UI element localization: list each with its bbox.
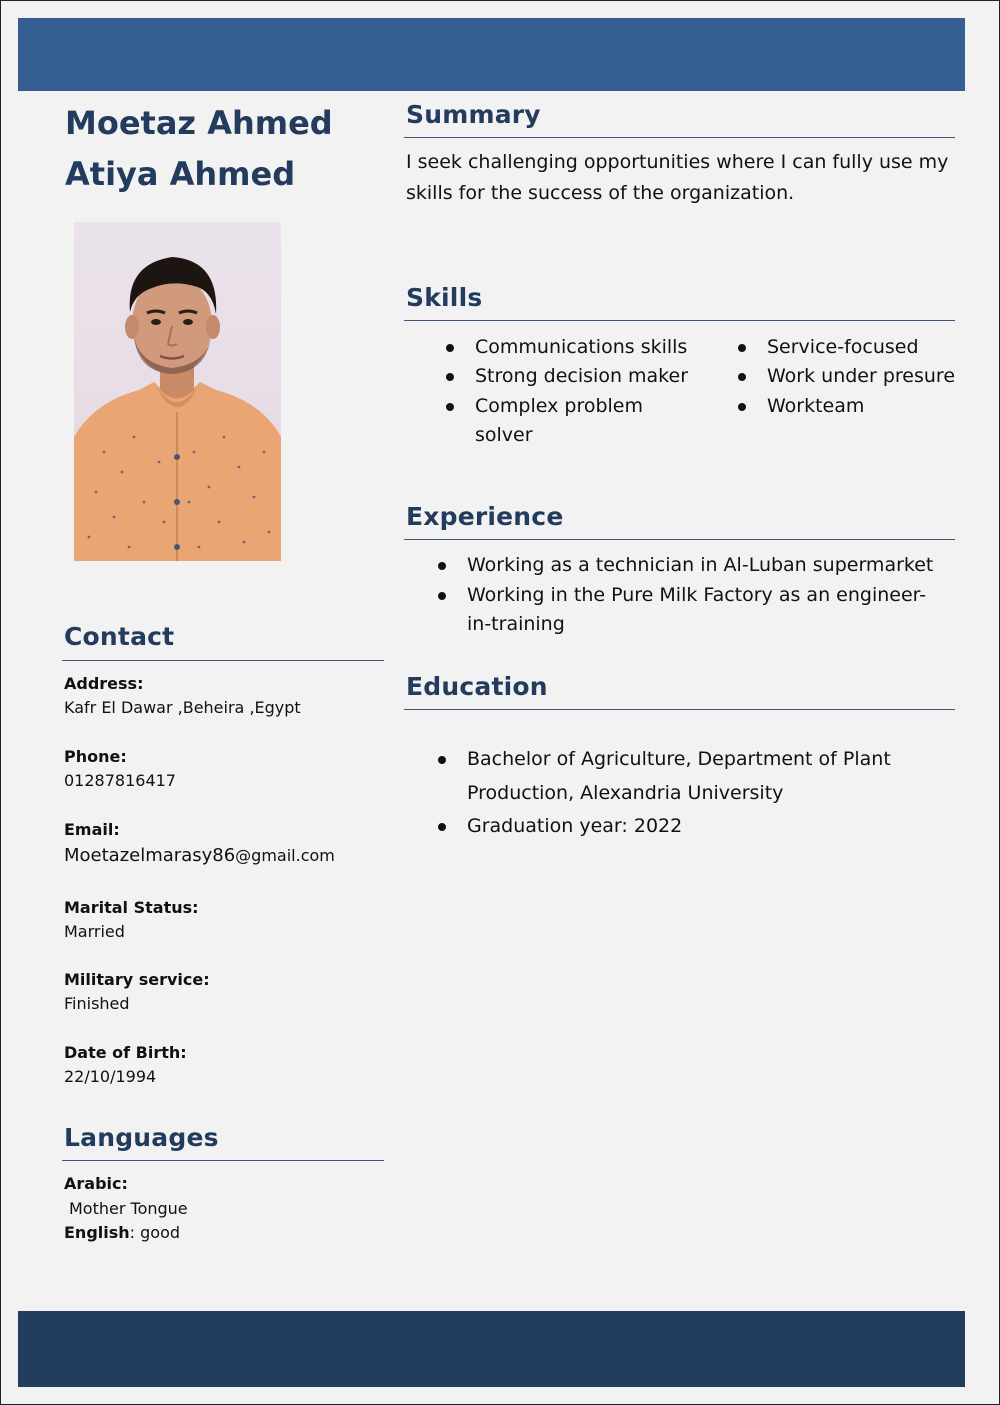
experience-item: Working in the Pure Milk Factory as an engineer-in-training — [436, 581, 946, 640]
summary-divider — [404, 137, 955, 138]
language-arabic-level: Mother Tongue — [69, 1199, 188, 1218]
contact-military — [64, 968, 210, 1016]
military-label: Military service: — [64, 970, 210, 989]
languages-title: Languages — [64, 1123, 219, 1152]
dob-value: 22/10/1994 — [64, 1067, 157, 1086]
contact-address — [64, 672, 301, 720]
marital-value: Married — [64, 922, 125, 941]
contact-dob — [64, 1041, 187, 1089]
phone-value: 01287816417 — [64, 771, 176, 790]
experience-item: Working as a technician in Al-Luban supermarket — [436, 551, 946, 581]
portrait-photo-icon — [74, 222, 281, 561]
footer-bar — [18, 1311, 965, 1387]
contact-phone — [64, 745, 176, 793]
education-title: Education — [406, 672, 548, 701]
candidate-name — [65, 98, 385, 200]
email-domain: @gmail.com — [235, 846, 335, 865]
english-level: : good — [129, 1223, 181, 1242]
portrait-photo — [74, 222, 281, 561]
education-list — [436, 743, 916, 844]
email-value — [64, 842, 335, 870]
arabic-label: Arabic: — [64, 1174, 128, 1193]
skill-item: Workteam — [736, 392, 956, 421]
contact-title: Contact — [64, 622, 175, 651]
skills-list-col-2 — [736, 333, 956, 421]
skill-item: Complex problem solver — [444, 392, 706, 451]
experience-divider — [404, 539, 955, 540]
summary-text: I seek challenging opportunities where I can fully use my skills for the success of the organization. — [406, 151, 949, 204]
contact-divider — [62, 660, 384, 661]
language-arabic-label-line — [64, 1171, 128, 1196]
skills-divider — [404, 320, 955, 321]
skills-title: Skills — [406, 283, 483, 312]
phone-label: Phone: — [64, 747, 127, 766]
experience-list — [436, 551, 946, 640]
dob-label: Date of Birth: — [64, 1043, 187, 1062]
languages-divider — [62, 1160, 384, 1161]
summary-title: Summary — [406, 100, 541, 129]
name-line-1: Moetaz Ahmed — [65, 104, 333, 142]
education-item: Bachelor of Agriculture, Department of Plant Production, Alexandria University — [436, 743, 916, 810]
contact-email — [64, 818, 335, 870]
language-english-line — [64, 1220, 180, 1245]
header-bar — [18, 18, 965, 91]
skill-item: Service-focused — [736, 333, 956, 362]
contact-marital — [64, 896, 199, 944]
military-value: Finished — [64, 994, 130, 1013]
experience-title: Experience — [406, 502, 564, 531]
name-line-2: Atiya Ahmed — [65, 155, 296, 193]
address-label: Address: — [64, 674, 144, 693]
skills-list-col-1 — [444, 333, 706, 450]
education-divider — [404, 709, 955, 710]
email-label: Email: — [64, 820, 120, 839]
skill-item: Work under presure — [736, 362, 956, 391]
address-value: Kafr El Dawar ,Beheira ,Egypt — [64, 698, 301, 717]
marital-label: Marital Status: — [64, 898, 199, 917]
skill-item: Strong decision maker — [444, 362, 706, 391]
email-user: Moetazelmarasy86 — [64, 845, 236, 866]
skill-item: Communications skills — [444, 333, 706, 362]
education-item: Graduation year: 2022 — [436, 810, 916, 844]
english-label: English — [64, 1223, 130, 1242]
